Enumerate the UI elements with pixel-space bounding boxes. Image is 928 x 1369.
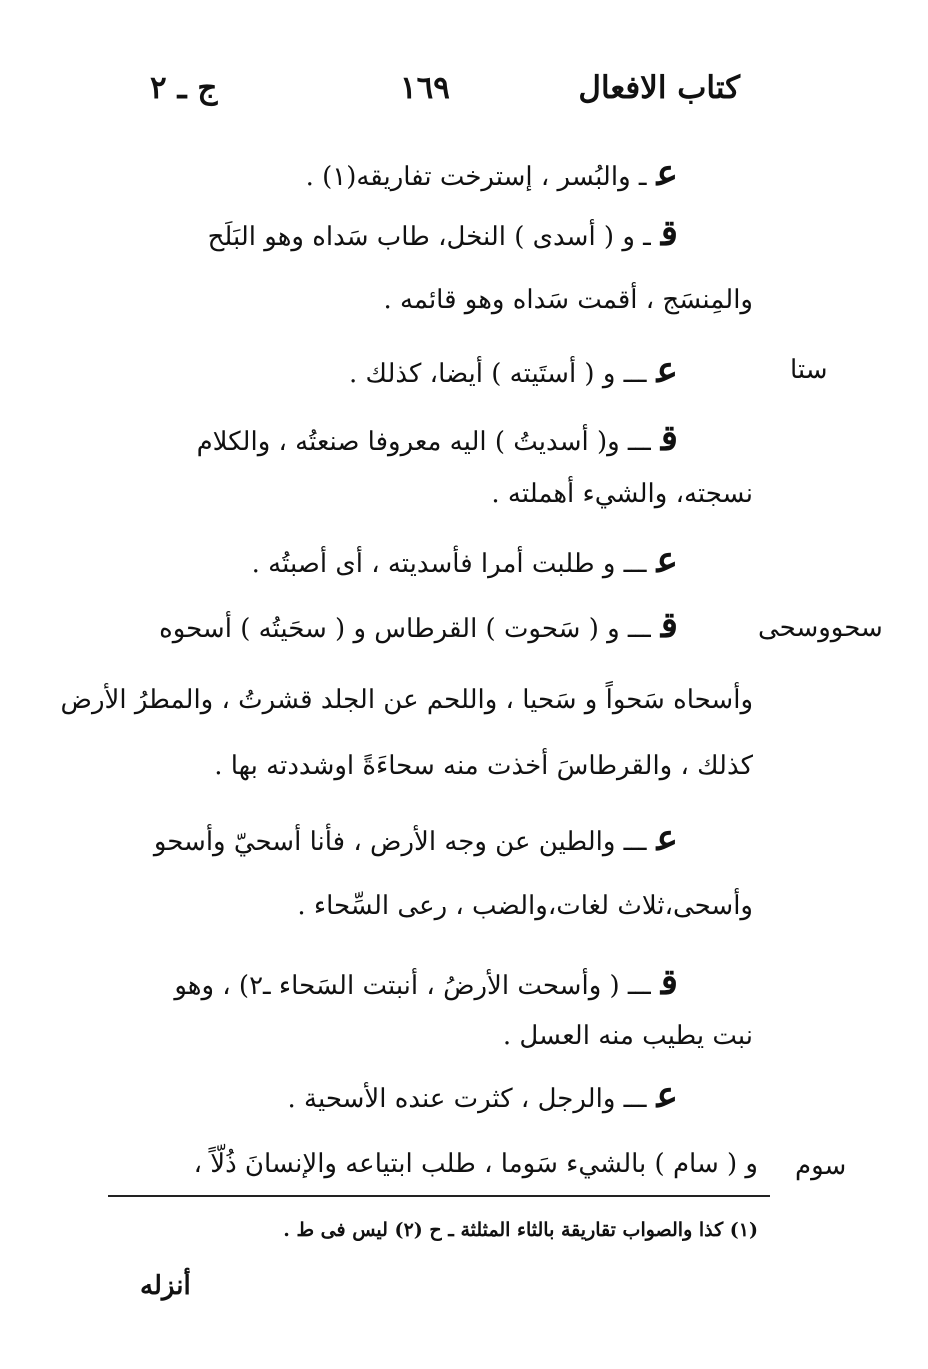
margin-root-word: سحووسحى — [758, 613, 883, 643]
text-line — [288, 1075, 678, 1115]
source-marker: ع — [656, 1074, 678, 1116]
text-line — [197, 418, 678, 458]
page-number: ١٦٩ — [400, 70, 450, 106]
source-marker: ق — [660, 604, 678, 646]
text-line — [491, 470, 753, 510]
page-header — [140, 70, 740, 120]
line-text: والمِنسَج ، أقمت سَداه وهو قائمه . — [383, 285, 753, 315]
source-marker: ع — [656, 349, 678, 391]
volume-label: ج ـ ٢ — [150, 70, 218, 106]
source-marker: ق — [660, 417, 678, 459]
source-marker: ع — [656, 817, 678, 859]
footnote: (١) كذا والصواب تقاريقة بالثاء المثلثة ـ ح (٢) ليس فى ط . — [283, 1219, 758, 1241]
line-text: نسجته، والشيء أهملته . — [491, 479, 753, 509]
text-line — [61, 676, 753, 716]
line-text: ـ والبُسر ، إسترخت تفاريقه(١) . — [305, 162, 647, 192]
source-marker: ع — [656, 152, 678, 194]
margin-root-word: ستا — [790, 355, 828, 385]
text-line — [174, 962, 678, 1002]
line-text: ـــ والطين عن وجه الأرض ، فأنا أسحيّ وأسحو — [153, 827, 647, 857]
source-marker: ع — [656, 539, 678, 581]
text-line — [383, 276, 753, 316]
line-text: ـــ و ( سَحوت ) القرطاس و ( سحَيتُه ) أسحوه — [159, 614, 651, 644]
text-line — [503, 1012, 753, 1052]
line-text: ـــ ( وأسحت الأرضُ ، أنبتت السَحاء ـ٢) ، وهو — [174, 971, 651, 1001]
line-text: وأسحى،ثلاث لغات،والضب ، رعى السِّحاء . — [297, 891, 753, 921]
line-text: ـ و ( أسدى ) النخل، طاب سَداه وهو البَلَح — [207, 222, 651, 252]
line-text: و ( سام ) بالشيء سَوما ، طلب ابتياعه والإنسانَ ذُلّاً ، — [193, 1149, 758, 1179]
margin-root-word: سوم — [795, 1151, 847, 1181]
text-line — [297, 882, 753, 922]
catchword: أنزله — [140, 1271, 191, 1301]
text-line — [194, 1140, 758, 1180]
text-line — [208, 213, 678, 253]
text-line — [349, 350, 678, 390]
source-marker: ق — [660, 212, 678, 254]
text-line — [159, 605, 678, 645]
text-line — [306, 153, 678, 193]
text-line — [214, 742, 753, 782]
running-title: كتاب الافعال — [578, 70, 740, 106]
text-line — [154, 818, 678, 858]
line-text: ـــ و طلبت أمرا فأسديته ، أى أصبتُه . — [251, 549, 647, 579]
footnote-divider — [108, 1195, 770, 1197]
line-text: كذلك ، والقرطاسَ أخذت منه سحاءَةً اوشددته بها . — [214, 751, 753, 781]
line-text: ـــ و( أسديتُ ) اليه معروفا صنعتُه ، والكلام — [196, 427, 651, 457]
line-text: ـــ و ( أستَيته ) أيضا، كذلك . — [349, 359, 647, 389]
line-text: نبت يطيب منه العسل . — [502, 1021, 753, 1051]
line-text: وأسحاه سَحواً و سَحيا ، واللحم عن الجلد قشرتُ ، والمطرُ الأرض — [60, 685, 753, 715]
source-marker: ق — [660, 961, 678, 1003]
text-line — [252, 540, 678, 580]
line-text: ـــ والرجل ، كثرت عنده الأسحية . — [287, 1084, 647, 1114]
